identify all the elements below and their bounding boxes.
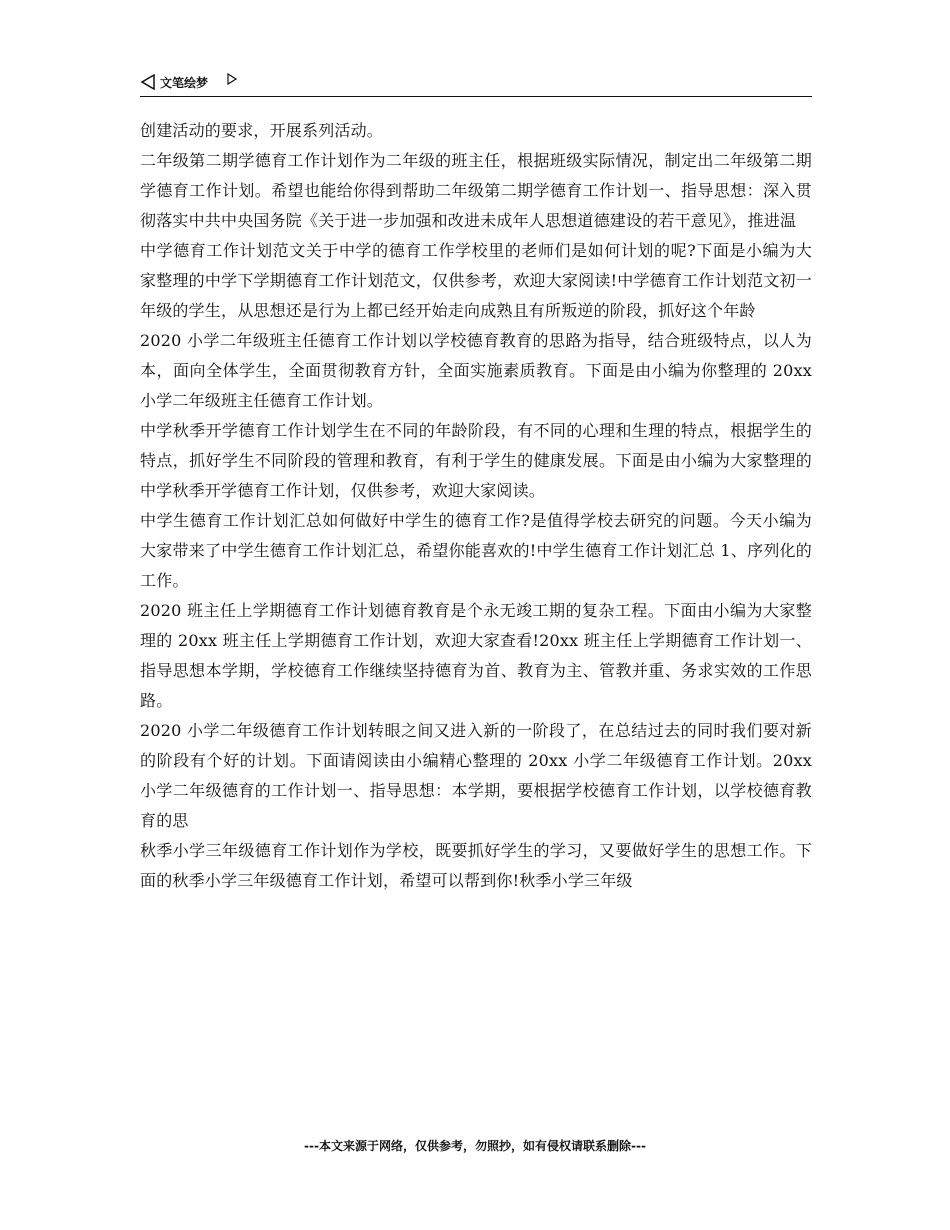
- paragraph: 二年级第二期学德育工作计划作为二年级的班主任，根据班级实际情况，制定出二年级第二期学德育工作计划。希望也能给你得到帮助二年级第二期学德育工作计划一、指导思想：深入贯彻落实中共中央国务院《关于进一步加强和改进未成年人思想道德建设的若干意见》，推进温: [140, 151, 812, 230]
- brand-name: 文笔绘梦: [160, 76, 209, 90]
- page-header: [140, 72, 812, 97]
- triangle-left-outline-icon: [140, 74, 156, 90]
- paragraph: 创建活动的要求，开展系列活动。: [140, 121, 384, 140]
- paragraph: 中学德育工作计划范文关于中学的德育工作学校里的老师们是如何计划的呢?下面是小编为大家整理的中学下学期德育工作计划范文，仅供参考，欢迎大家阅读!中学德育工作计划范文初一年级的学生，从思想还是行为上都已经开始走向成熟且有所叛逆的阶段，抓好这个年龄: [140, 241, 812, 320]
- paragraph: 2020 小学二年级班主任德育工作计划以学校德育教育的思路为指导，结合班级特点，以人为本，面向全体学生，全面贯彻教育方针，全面实施素质教育。下面是由小编为你整理的 20xx 小学二年级班主任德育工作计划。: [140, 331, 812, 410]
- footer-disclaimer: ---本文来源于网络，仅供参考，勿照抄，如有侵权请联系删除---: [304, 1139, 646, 1153]
- paragraph: 中学生德育工作计划汇总如何做好中学生的德育工作?是值得学校去研究的问题。今天小编为大家带来了中学生德育工作计划汇总，希望你能喜欢的!中学生德育工作计划汇总 1、序列化的工作。: [140, 511, 812, 590]
- triangle-right-outline-icon: [227, 73, 237, 85]
- document-body: [140, 116, 812, 896]
- paragraph: 2020 小学二年级德育工作计划转眼之间又进入新的一阶段了，在总结过去的同时我们要对新的阶段有个好的计划。下面请阅读由小编精心整理的 20xx 小学二年级德育工作计划。20xx 小学二年级德育的工作计划一、指导思想：本学期，要根据学校德育工作计划，以学校德育教育的思: [140, 721, 812, 830]
- paragraph: 中学秋季开学德育工作计划学生在不同的年龄阶段，有不同的心理和生理的特点，根据学生的特点，抓好学生不同阶段的管理和教育，有利于学生的健康发展。下面是由小编为大家整理的中学秋季开学德育工作计划，仅供参考，欢迎大家阅读。: [140, 421, 812, 500]
- paragraph: 秋季小学三年级德育工作计划作为学校，既要抓好学生的学习，又要做好学生的思想工作。下面的秋季小学三年级德育工作计划，希望可以帮到你!秋季小学三年级: [140, 841, 812, 890]
- paragraph: 2020 班主任上学期德育工作计划德育教育是个永无竣工期的复杂工程。下面由小编为大家整理的 20xx 班主任上学期德育工作计划，欢迎大家查看!20xx 班主任上学期德育工作计划一、指导思想本学期，学校德育工作继续坚持德育为首、教育为主、管教并重、务求实效的工作思路。: [140, 601, 812, 710]
